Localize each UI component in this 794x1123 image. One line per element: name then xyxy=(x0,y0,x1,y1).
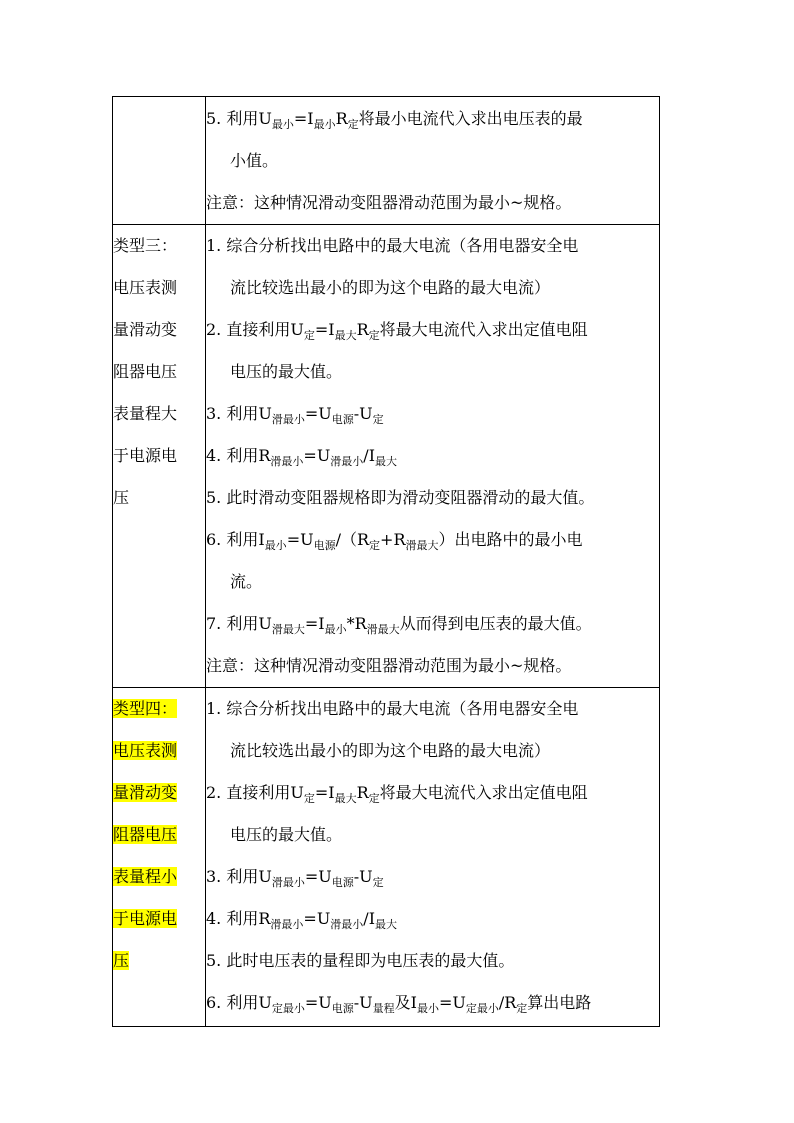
content-line xyxy=(206,351,659,393)
content-line xyxy=(206,267,659,309)
text-run: -U xyxy=(353,867,373,886)
text-run: R xyxy=(356,320,369,339)
text-run: /I xyxy=(363,909,376,928)
type-label-line: 阻器电压 xyxy=(113,825,178,844)
subscript: 最小 xyxy=(416,1002,439,1015)
type-label-line: 电压表测 xyxy=(113,741,178,760)
text-run: 将最大电流代入求出定值电阻 xyxy=(379,783,588,802)
text-run: 3. 利用U xyxy=(206,404,272,423)
type-label-line: 阻器电压 xyxy=(113,362,178,381)
content-cell xyxy=(206,688,660,1027)
content-line xyxy=(206,982,659,1024)
subscript: 电源 xyxy=(331,413,354,426)
text-run: =U xyxy=(438,993,466,1012)
table-row xyxy=(113,225,660,688)
text-run: 1. 综合分析找出电路中的最大电流（各用电器安全电 xyxy=(206,236,579,255)
text-run: /R xyxy=(498,993,517,1012)
type-cell xyxy=(113,688,206,1027)
subscript: 定 xyxy=(303,329,315,342)
type-label-line: 电压表测 xyxy=(113,278,178,297)
text-run: /（R xyxy=(335,530,370,549)
content-line xyxy=(206,225,659,267)
content-line xyxy=(206,393,659,435)
content-line xyxy=(206,182,659,224)
subscript: 滑最大 xyxy=(366,623,400,636)
text-run: =U xyxy=(304,993,332,1012)
text-run: 2. 直接利用U xyxy=(206,783,304,802)
text-run: 及I xyxy=(394,993,417,1012)
text-run: 注意：这种情况滑动变阻器滑动范围为最小~规格。 xyxy=(206,656,572,675)
subscript: 滑最大 xyxy=(271,623,305,636)
subscript: 最小 xyxy=(324,623,347,636)
subscript: 最小 xyxy=(271,118,294,131)
text-run: 流比较选出最小的即为这个电路的最大电流） xyxy=(230,278,551,297)
subscript: 滑最小 xyxy=(271,413,305,426)
type-label-line: 表量程大 xyxy=(113,404,178,423)
text-run: 从而得到电压表的最大值。 xyxy=(399,614,592,633)
text-run: 7. 利用U xyxy=(206,614,272,633)
subscript: 定 xyxy=(372,413,384,426)
type-label-line: 于电源电 xyxy=(113,909,178,928)
text-run: =I xyxy=(293,109,314,128)
text-run: =I xyxy=(304,614,325,633)
subscript: 滑最小 xyxy=(270,918,304,931)
subscript: 滑最大 xyxy=(405,539,439,552)
text-run: =U xyxy=(303,909,331,928)
text-run: =I xyxy=(314,320,335,339)
subscript: 滑最小 xyxy=(330,455,364,468)
content-line xyxy=(206,140,659,182)
content-cell xyxy=(206,97,660,225)
text-run: 4. 利用R xyxy=(206,446,271,465)
type-cell xyxy=(113,225,206,688)
subscript: 定 xyxy=(368,329,380,342)
text-run: /I xyxy=(363,446,376,465)
subscript: 量程 xyxy=(372,1002,395,1015)
content-table xyxy=(112,96,660,1027)
subscript: 定 xyxy=(369,539,381,552)
text-run: 5. 此时电压表的量程即为电压表的最大值。 xyxy=(206,951,515,970)
content-line xyxy=(206,814,659,856)
subscript: 最大 xyxy=(334,792,357,805)
content-line xyxy=(206,603,659,645)
subscript: 最小 xyxy=(264,539,287,552)
content-line xyxy=(206,730,659,772)
type-label-line: 类型三： xyxy=(113,236,178,255)
subscript: 电源 xyxy=(331,1002,354,1015)
text-run: 5. 此时滑动变阻器规格即为滑动变阻器滑动的最大值。 xyxy=(206,488,595,507)
text-run: 算出电路 xyxy=(527,993,592,1012)
text-run: 将最小电流代入求出电压表的最 xyxy=(358,109,583,128)
content-line xyxy=(206,772,659,814)
subscript: 滑最小 xyxy=(270,455,304,468)
text-run: 电压的最大值。 xyxy=(230,362,343,381)
subscript: 定 xyxy=(372,876,384,889)
text-run: 6. 利用U xyxy=(206,993,272,1012)
text-run: =I xyxy=(314,783,335,802)
text-run: -U xyxy=(353,993,373,1012)
text-run: =U xyxy=(304,867,332,886)
content-line xyxy=(206,645,659,687)
subscript: 定 xyxy=(516,1002,528,1015)
text-run: ）出电路中的最小电 xyxy=(438,530,583,549)
content-line xyxy=(206,98,659,140)
content-line xyxy=(206,940,659,982)
text-run: 5. 利用U xyxy=(206,109,272,128)
content-cell xyxy=(206,225,660,688)
subscript: 定最小 xyxy=(465,1002,499,1015)
text-run: 电压的最大值。 xyxy=(230,825,343,844)
subscript: 最大 xyxy=(375,918,398,931)
text-run: =U xyxy=(286,530,314,549)
content-line xyxy=(206,898,659,940)
subscript: 定最小 xyxy=(271,1002,305,1015)
type-label-line: 量滑动变 xyxy=(113,320,178,339)
text-run: R xyxy=(335,109,348,128)
text-run: 1. 综合分析找出电路中的最大电流（各用电器安全电 xyxy=(206,699,579,718)
content-line xyxy=(206,309,659,351)
type-label-line: 于电源电 xyxy=(113,446,178,465)
subscript: 滑最小 xyxy=(330,918,364,931)
text-run: =U xyxy=(303,446,331,465)
content-line xyxy=(206,561,659,603)
type-label-line: 类型四： xyxy=(113,699,178,718)
content-line xyxy=(206,688,659,730)
subscript: 定 xyxy=(368,792,380,805)
type-label-line: 量滑动变 xyxy=(113,783,178,802)
subscript: 最大 xyxy=(334,329,357,342)
type-label-line: 压 xyxy=(113,488,130,507)
table-row xyxy=(113,688,660,1027)
text-run: 4. 利用R xyxy=(206,909,271,928)
text-run: 3. 利用U xyxy=(206,867,272,886)
text-run: 将最大电流代入求出定值电阻 xyxy=(379,320,588,339)
text-run: 小值。 xyxy=(230,151,279,170)
text-run: -U xyxy=(353,404,373,423)
text-run: 2. 直接利用U xyxy=(206,320,304,339)
subscript: 滑最小 xyxy=(271,876,305,889)
content-line xyxy=(206,477,659,519)
subscript: 电源 xyxy=(313,539,336,552)
text-run: 6. 利用I xyxy=(206,530,265,549)
content-line xyxy=(206,435,659,477)
subscript: 电源 xyxy=(331,876,354,889)
text-run: 注意：这种情况滑动变阻器滑动范围为最小~规格。 xyxy=(206,193,572,212)
content-line xyxy=(206,856,659,898)
content-line xyxy=(206,519,659,561)
table-row xyxy=(113,97,660,225)
text-run: =U xyxy=(304,404,332,423)
subscript: 定 xyxy=(303,792,315,805)
subscript: 定 xyxy=(347,118,359,131)
type-label-line: 表量程小 xyxy=(113,867,178,886)
subscript: 最小 xyxy=(313,118,336,131)
text-run: 流。 xyxy=(230,572,263,591)
text-run: *R xyxy=(346,614,367,633)
subscript: 最大 xyxy=(375,455,398,468)
text-run: +R xyxy=(380,530,406,549)
type-label-line: 压 xyxy=(113,951,130,970)
text-run: R xyxy=(356,783,369,802)
type-cell xyxy=(113,97,206,225)
text-run: 流比较选出最小的即为这个电路的最大电流） xyxy=(230,741,551,760)
